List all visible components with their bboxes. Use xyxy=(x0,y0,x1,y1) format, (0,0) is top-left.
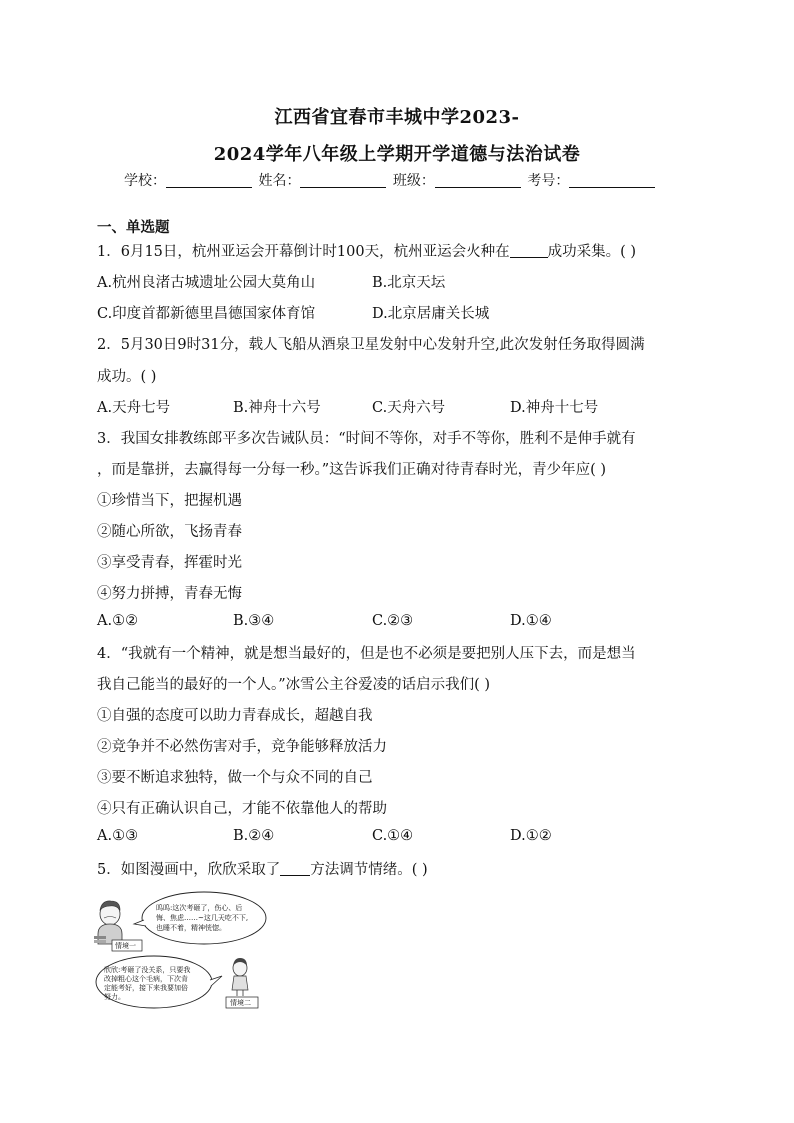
name-blank[interactable] xyxy=(300,173,386,188)
svg-text:呜呜:这次考砸了，伤心、后: 呜呜:这次考砸了，伤心、后 xyxy=(156,904,243,912)
comic-illustration xyxy=(94,890,270,1012)
question-3-stem-line-2: ，而是靠拼，去赢得每一分每一秒。”这告诉我们正确对待青春时光，青少年应( ) xyxy=(97,462,607,478)
question-4-item-2: ②竞争并不必然伤害对手，竞争能够释放活力 xyxy=(97,739,387,755)
question-5-stem: 5．如图漫画中，欣欣采取了 方法调节情绪。( ) xyxy=(97,862,428,878)
speech-bubble-2 xyxy=(96,956,222,1008)
question-3-option-c[interactable]: C.②③ xyxy=(372,613,414,629)
speech-bubble-1 xyxy=(134,892,266,944)
question-2-option-d[interactable]: D.神舟十七号 xyxy=(510,400,599,416)
question-4-option-b[interactable]: B.②④ xyxy=(233,828,275,844)
question-3-item-2: ②随心所欲，飞扬青春 xyxy=(97,524,242,540)
student-info-line xyxy=(124,170,657,190)
class-blank[interactable] xyxy=(435,173,521,188)
question-2-option-a[interactable]: A.天舟七号 xyxy=(97,400,171,416)
svg-text:悔、焦虑……~这几天吃不下,: 悔、焦虑……~这几天吃不下, xyxy=(156,914,249,922)
svg-text:也睡不着，精神恍惚。: 也睡不着，精神恍惚。 xyxy=(156,924,226,932)
question-2-stem-line-2: 成功。( ) xyxy=(97,369,157,385)
question-4-item-1: ①自强的态度可以助力青春成长，超越自我 xyxy=(97,708,373,724)
question-4-option-c[interactable]: C.①④ xyxy=(372,828,414,844)
question-3-option-d[interactable]: D.①④ xyxy=(510,613,552,629)
boy-figure xyxy=(94,901,122,944)
question-3-item-4: ④努力拼搏，青春无悔 xyxy=(97,586,242,602)
svg-text:情境二: 情境二 xyxy=(230,999,251,1007)
question-3-item-3: ③享受青春，挥霍时光 xyxy=(97,555,242,571)
section-title: 一、单选题 xyxy=(97,219,170,236)
svg-text:改掉粗心这个毛病，下次肯: 改掉粗心这个毛病，下次肯 xyxy=(104,975,188,983)
svg-text:定能考好，接下来我要加倍: 定能考好，接下来我要加倍 xyxy=(104,984,188,992)
question-1-option-b[interactable]: B.北京天坛 xyxy=(372,275,446,291)
question-2-option-c[interactable]: C.天舟六号 xyxy=(372,400,446,416)
question-4-option-a[interactable]: A.①③ xyxy=(97,828,139,844)
answer-blank xyxy=(510,243,548,258)
question-1-option-d[interactable]: D.北京居庸关长城 xyxy=(372,306,490,322)
answer-blank xyxy=(280,861,310,876)
question-3-item-1: ①珍惜当下，把握机遇 xyxy=(97,493,242,509)
question-3-option-a[interactable]: A.①② xyxy=(97,613,139,629)
svg-text:情境一: 情境一 xyxy=(115,942,136,950)
question-4-item-4: ④只有正确认识自己，才能不依靠他人的帮助 xyxy=(97,801,387,817)
question-3-stem-line-1: 3．我国女排教练郎平多次告诫队员：“时间不等你，对手不等你，胜利不是伸手就有 xyxy=(97,431,636,447)
school-blank[interactable] xyxy=(166,173,252,188)
title-line-1: 江西省宜春市丰城中学2023- xyxy=(274,107,520,128)
question-2-option-b[interactable]: B.神舟十六号 xyxy=(233,400,321,416)
title-line-2: 2024学年八年级上学期开学道德与法治试卷 xyxy=(213,144,581,165)
school-label: 学校： xyxy=(124,173,166,189)
question-4-stem-line-1: 4．“我就有一个精神，就是想当最好的，但是也不必须是要把别人压下去，而是想当 xyxy=(97,646,636,662)
girl-figure xyxy=(232,958,248,996)
question-4-item-3: ③要不断追求独特，做一个与众不同的自己 xyxy=(97,770,373,786)
exam-number-blank[interactable] xyxy=(569,173,655,188)
question-1-option-a[interactable]: A.杭州良渚古城遗址公园大莫角山 xyxy=(97,275,316,291)
class-label: 班级： xyxy=(392,173,435,189)
question-4-option-d[interactable]: D.①② xyxy=(510,828,552,844)
question-1-stem: 1．6月15日，杭州亚运会开幕倒计时100天，杭州亚运会火种在 成功采集。( ) xyxy=(97,244,637,260)
question-4-stem-line-2: 我自己能当的最好的一个人。”冰雪公主谷爱凌的话启示我们( ) xyxy=(97,677,491,693)
svg-text:欣欣:考砸了没关系，只要我: 欣欣:考砸了没关系，只要我 xyxy=(104,966,191,974)
question-2-stem-line-1: 2．5月30日9时31分，载人飞船从酒泉卫星发射中心发射升空,此次发射任务取得圆满 xyxy=(97,337,645,353)
scenario-2-tag xyxy=(226,997,258,1008)
name-label: 姓名： xyxy=(258,173,301,189)
exam-number-label: 考号： xyxy=(527,173,570,189)
svg-text:努力。: 努力。 xyxy=(104,993,125,1001)
question-1-option-c[interactable]: C.印度首都新德里昌德国家体育馆 xyxy=(97,306,316,322)
question-3-option-b[interactable]: B.③④ xyxy=(233,613,275,629)
scenario-1-tag xyxy=(112,940,142,951)
